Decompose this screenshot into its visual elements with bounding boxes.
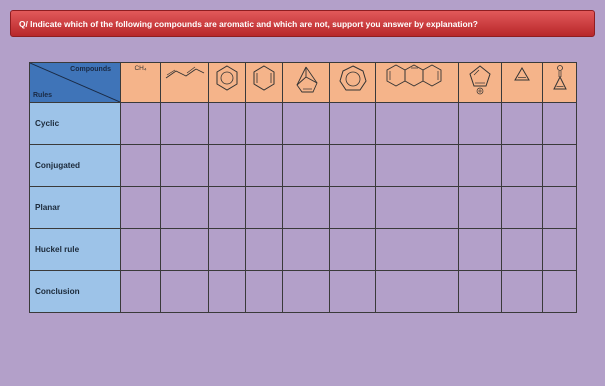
answer-cell[interactable] xyxy=(209,271,246,313)
answer-cell[interactable] xyxy=(543,145,577,187)
answer-cell[interactable] xyxy=(502,187,543,229)
benzene-icon xyxy=(214,63,240,93)
question-banner xyxy=(10,10,595,37)
answer-cell[interactable] xyxy=(246,103,283,145)
compound-anthracene xyxy=(376,63,459,103)
compound-cyclopropenone xyxy=(543,63,577,103)
answer-cell[interactable] xyxy=(376,187,459,229)
compound-cyclopentadienyl-cation xyxy=(459,63,502,103)
rule-label: Conjugated xyxy=(30,145,121,187)
compounds-label: Compounds xyxy=(70,66,111,73)
answer-cell[interactable] xyxy=(209,103,246,145)
answer-cell[interactable] xyxy=(283,103,330,145)
answer-cell[interactable] xyxy=(330,103,376,145)
answer-cell[interactable] xyxy=(543,271,577,313)
answer-cell[interactable] xyxy=(209,145,246,187)
answer-cell[interactable] xyxy=(330,145,376,187)
compound-butadiene xyxy=(161,63,209,103)
answer-cell[interactable] xyxy=(246,229,283,271)
answer-cell[interactable] xyxy=(121,271,161,313)
compound-norbornadiene xyxy=(283,63,330,103)
answer-cell[interactable] xyxy=(209,187,246,229)
answer-cell[interactable] xyxy=(459,271,502,313)
answer-cell[interactable] xyxy=(459,187,502,229)
answer-cell[interactable] xyxy=(502,229,543,271)
answer-cell[interactable] xyxy=(246,145,283,187)
answer-cell[interactable] xyxy=(330,271,376,313)
anthracene-icon xyxy=(385,63,449,89)
answer-cell[interactable] xyxy=(161,103,209,145)
answer-cell[interactable] xyxy=(330,229,376,271)
answer-cell[interactable] xyxy=(121,187,161,229)
answer-cell[interactable] xyxy=(502,145,543,187)
cyclopropene-icon xyxy=(512,63,532,87)
methane-formula: CH₄ xyxy=(134,65,147,72)
answer-cell[interactable] xyxy=(283,271,330,313)
compound-methane xyxy=(121,63,161,103)
answer-cell[interactable] xyxy=(121,103,161,145)
answer-cell[interactable] xyxy=(543,103,577,145)
rule-row-cyclic xyxy=(30,103,577,145)
answer-cell[interactable] xyxy=(161,271,209,313)
table-corner-cell xyxy=(30,63,121,103)
answer-cell[interactable] xyxy=(161,187,209,229)
cyclopropenone-icon xyxy=(550,63,570,97)
compound-cycloheptatriene xyxy=(330,63,376,103)
question-text: Q/ Indicate which of the following compounds are aromatic and which are not, support you answer by explanation? xyxy=(19,18,478,29)
rule-row-conjugated xyxy=(30,145,577,187)
answer-cell[interactable] xyxy=(283,187,330,229)
answer-cell[interactable] xyxy=(161,229,209,271)
rule-label: Conclusion xyxy=(30,271,121,313)
answer-cell[interactable] xyxy=(209,229,246,271)
rule-label: Cyclic xyxy=(30,103,121,145)
answer-cell[interactable] xyxy=(246,271,283,313)
answer-cell[interactable] xyxy=(376,103,459,145)
answer-cell[interactable] xyxy=(459,103,502,145)
aromaticity-table xyxy=(29,62,577,313)
answer-cell[interactable] xyxy=(283,229,330,271)
compound-cyclohexadiene xyxy=(246,63,283,103)
cyclohexadiene-icon xyxy=(251,63,277,93)
answer-cell[interactable] xyxy=(543,229,577,271)
answer-cell[interactable] xyxy=(543,187,577,229)
answer-cell[interactable] xyxy=(459,145,502,187)
answer-cell[interactable] xyxy=(502,271,543,313)
rule-label: Huckel rule xyxy=(30,229,121,271)
answer-cell[interactable] xyxy=(502,103,543,145)
compound-benzene xyxy=(209,63,246,103)
answer-cell[interactable] xyxy=(459,229,502,271)
rule-label: Planar xyxy=(30,187,121,229)
compound-cyclopropene xyxy=(502,63,543,103)
cyclopentadienyl-cation-icon xyxy=(467,63,493,95)
norbornadiene-icon xyxy=(291,63,321,95)
answer-cell[interactable] xyxy=(376,229,459,271)
answer-cell[interactable] xyxy=(121,145,161,187)
answer-cell[interactable] xyxy=(376,271,459,313)
rule-row-planar xyxy=(30,187,577,229)
cycloheptatriene-icon xyxy=(337,63,369,95)
butadiene-icon xyxy=(163,63,207,83)
answer-cell[interactable] xyxy=(330,187,376,229)
answer-cell[interactable] xyxy=(246,187,283,229)
compounds-header-row xyxy=(30,63,577,103)
rule-row-conclusion xyxy=(30,271,577,313)
answer-cell[interactable] xyxy=(283,145,330,187)
answer-cell[interactable] xyxy=(161,145,209,187)
rule-row-huckel xyxy=(30,229,577,271)
answer-cell[interactable] xyxy=(376,145,459,187)
rules-label: Rules xyxy=(33,92,53,99)
answer-cell[interactable] xyxy=(121,229,161,271)
